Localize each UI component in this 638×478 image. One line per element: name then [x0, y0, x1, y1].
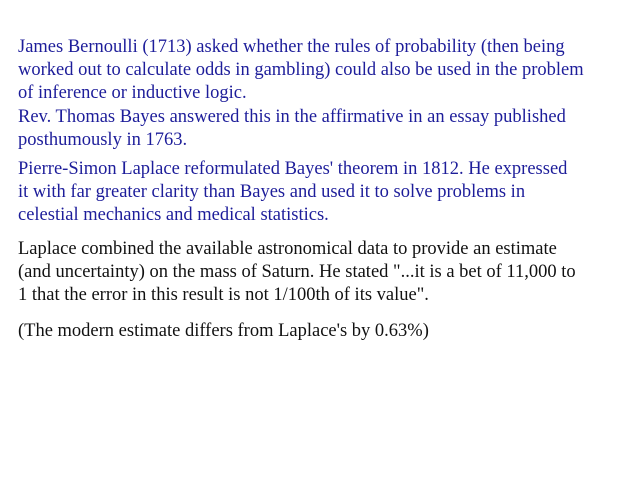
paragraph-modern-estimate: [18, 320, 429, 343]
text-line: worked out to calculate odds in gambling) could also be used in the problem: [18, 60, 584, 80]
text-line: it with far greater clarity than Bayes and used it to solve problems in: [18, 182, 526, 202]
text-line: 1 that the error in this result is not 1/100th of its value".: [18, 285, 429, 305]
paragraph-bayes: [18, 106, 566, 152]
text-line: posthumously in 1763.: [18, 130, 188, 150]
text-line: celestial mechanics and medical statistics.: [18, 205, 329, 225]
text-line: James Bernoulli (1713) asked whether the rules of probability (then being: [18, 37, 565, 57]
text-line: (The modern estimate differs from Laplace's by 0.63%): [18, 321, 429, 341]
text-line: Laplace combined the available astronomical data to provide an estimate: [18, 239, 557, 259]
text-line: (and uncertainty) on the mass of Saturn. He stated "...it is a bet of 11,000 to: [18, 262, 576, 282]
paragraph-laplace-theorem: [18, 158, 567, 227]
text-line: of inference or inductive logic.: [18, 83, 247, 103]
text-line: Pierre-Simon Laplace reformulated Bayes' theorem in 1812. He expressed: [18, 159, 568, 179]
paragraph-bernoulli: [18, 36, 584, 105]
paragraph-laplace-saturn: [18, 238, 576, 307]
text-line: Rev. Thomas Bayes answered this in the affirmative in an essay published: [18, 107, 566, 127]
